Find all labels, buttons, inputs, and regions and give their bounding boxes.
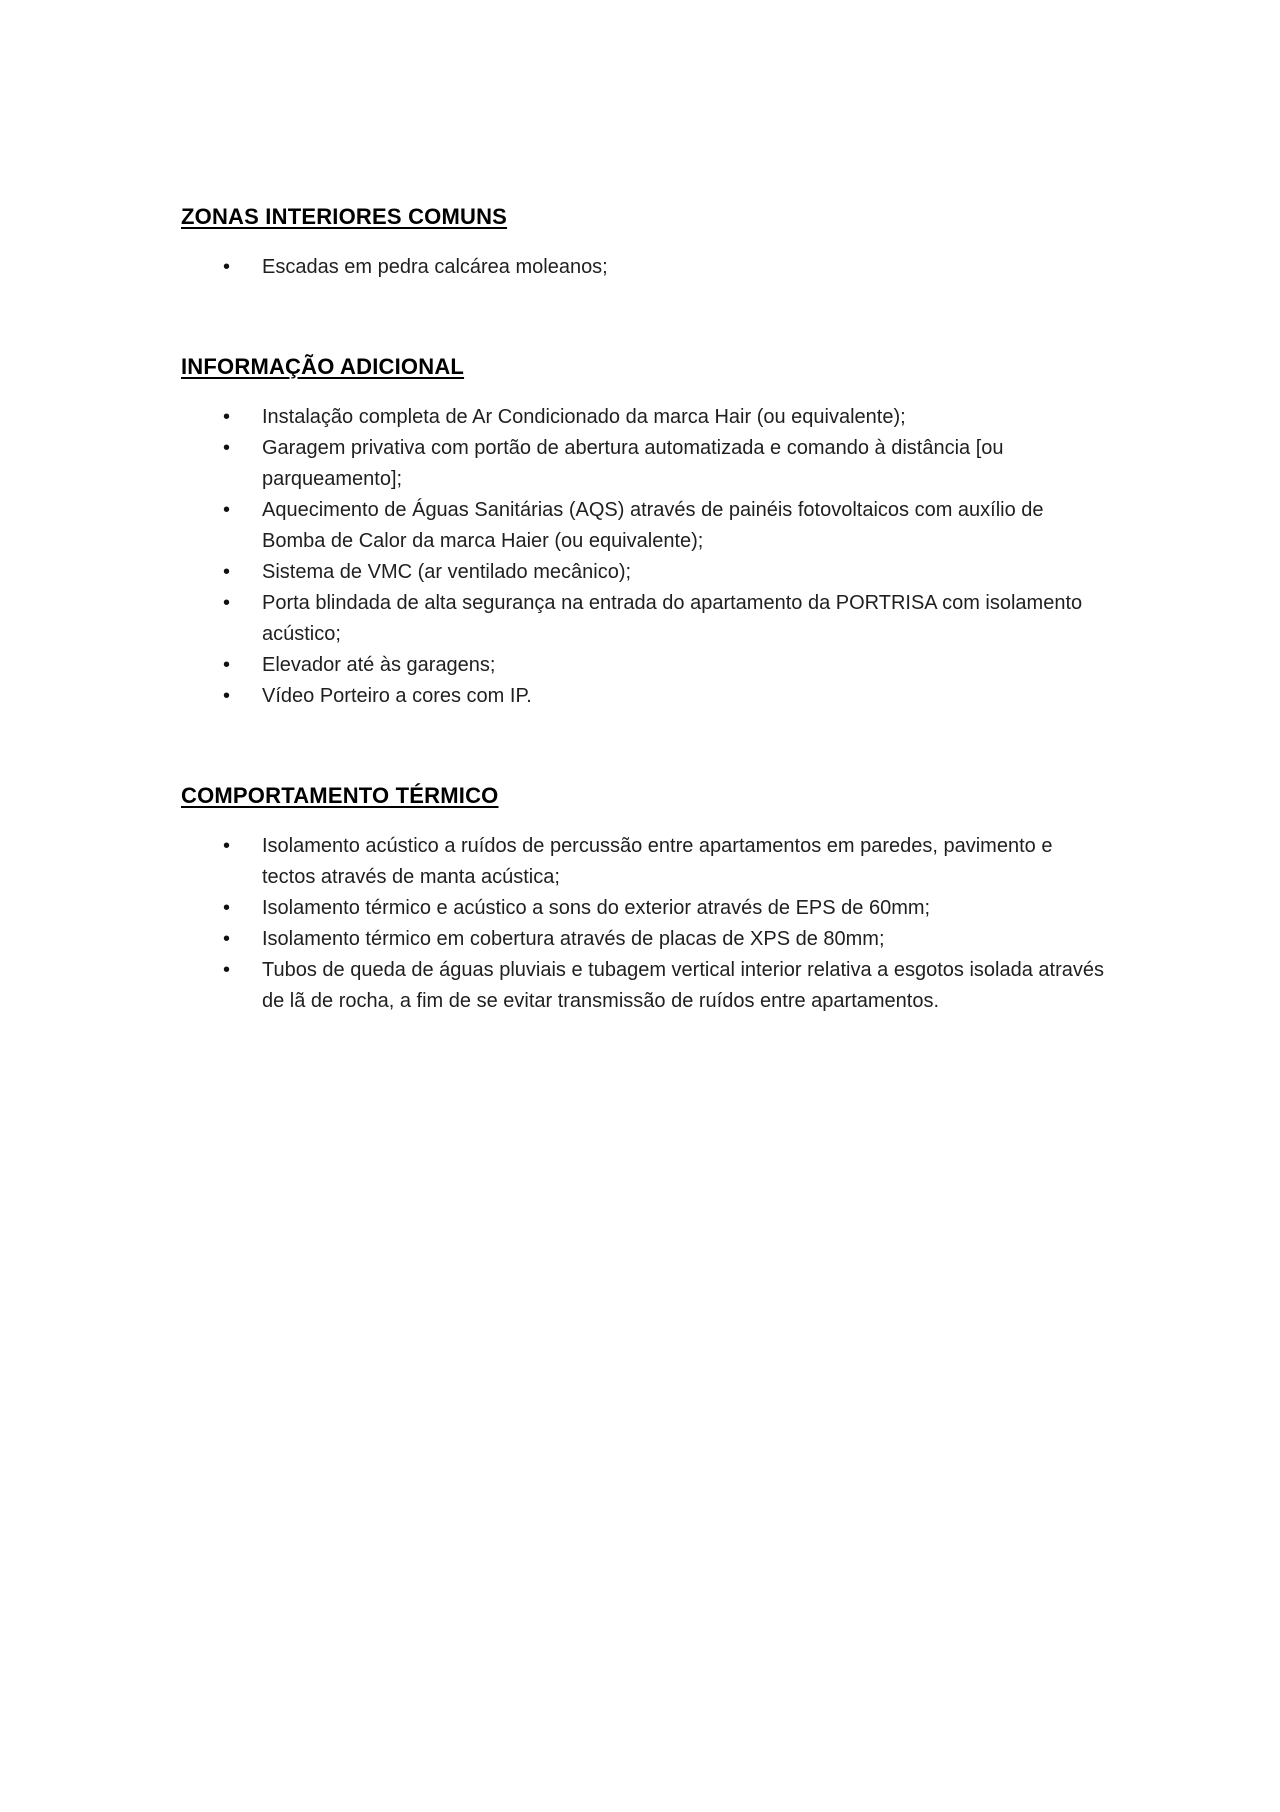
bullet-item [181,402,1106,433]
bullet-marker: • [223,654,231,676]
bullet-text: Isolamento acústico a ruídos de percussão entre apartamentos em paredes, pavimento e tectos através de manta acústica; [262,835,1053,888]
bullet-list [181,252,1106,283]
bullet-item [181,650,1106,681]
bullet-marker: • [223,685,231,707]
bullet-marker: • [223,897,231,919]
bullet-item [181,495,1106,557]
bullet-text: Elevador até às garagens; [262,654,496,676]
bullet-text: Garagem privativa com portão de abertura automatizada e comando à distância [ou parqueamento]; [262,437,1004,490]
bullet-item [181,252,1106,283]
section-heading: ZONAS INTERIORES COMUNS [181,204,508,229]
bullet-list [181,402,1106,712]
bullet-list [181,831,1106,1017]
bullet-item [181,924,1106,955]
bullet-marker: • [223,561,231,583]
bullet-marker: • [223,499,231,521]
bullet-text: Isolamento térmico e acústico a sons do exterior através de EPS de 60mm; [262,897,931,919]
bullet-marker: • [223,592,231,614]
bullet-marker: • [223,835,231,857]
bullet-item [181,433,1106,495]
section-informacao-adicional [181,353,1106,712]
bullet-marker: • [223,406,231,428]
bullet-item [181,557,1106,588]
section-comportamento-termico [181,782,1106,1017]
bullet-marker: • [223,256,231,278]
bullet-item [181,588,1106,650]
bullet-marker: • [223,437,231,459]
bullet-text: Porta blindada de alta segurança na entrada do apartamento da PORTRISA com isolamento acústico; [262,592,1083,645]
bullet-text: Instalação completa de Ar Condicionado da marca Hair (ou equivalente); [262,406,906,428]
bullet-text: Tubos de queda de águas pluviais e tubagem vertical interior relativa a esgotos isolada através de lã de rocha, a fim de se evitar transmissão de ruídos entre apartamentos. [262,959,1104,1012]
bullet-item [181,955,1106,1017]
section-heading: INFORMAÇÃO ADICIONAL [181,354,465,379]
bullet-text: Escadas em pedra calcárea moleanos; [262,256,608,278]
bullet-item [181,831,1106,893]
bullet-marker: • [223,928,231,950]
section-zonas-interiores-comuns [181,203,1106,283]
document-content [181,203,1106,1087]
bullet-text: Sistema de VMC (ar ventilado mecânico); [262,561,632,583]
bullet-text: Vídeo Porteiro a cores com IP. [262,685,532,707]
bullet-item [181,893,1106,924]
bullet-text: Isolamento térmico em cobertura através de placas de XPS de 80mm; [262,928,885,950]
section-heading: COMPORTAMENTO TÉRMICO [181,783,499,808]
bullet-marker: • [223,959,231,981]
bullet-item [181,681,1106,712]
bullet-text: Aquecimento de Águas Sanitárias (AQS) através de painéis fotovoltaicos com auxílio de Bomba de Calor da marca Haier (ou equivalente); [262,499,1044,552]
